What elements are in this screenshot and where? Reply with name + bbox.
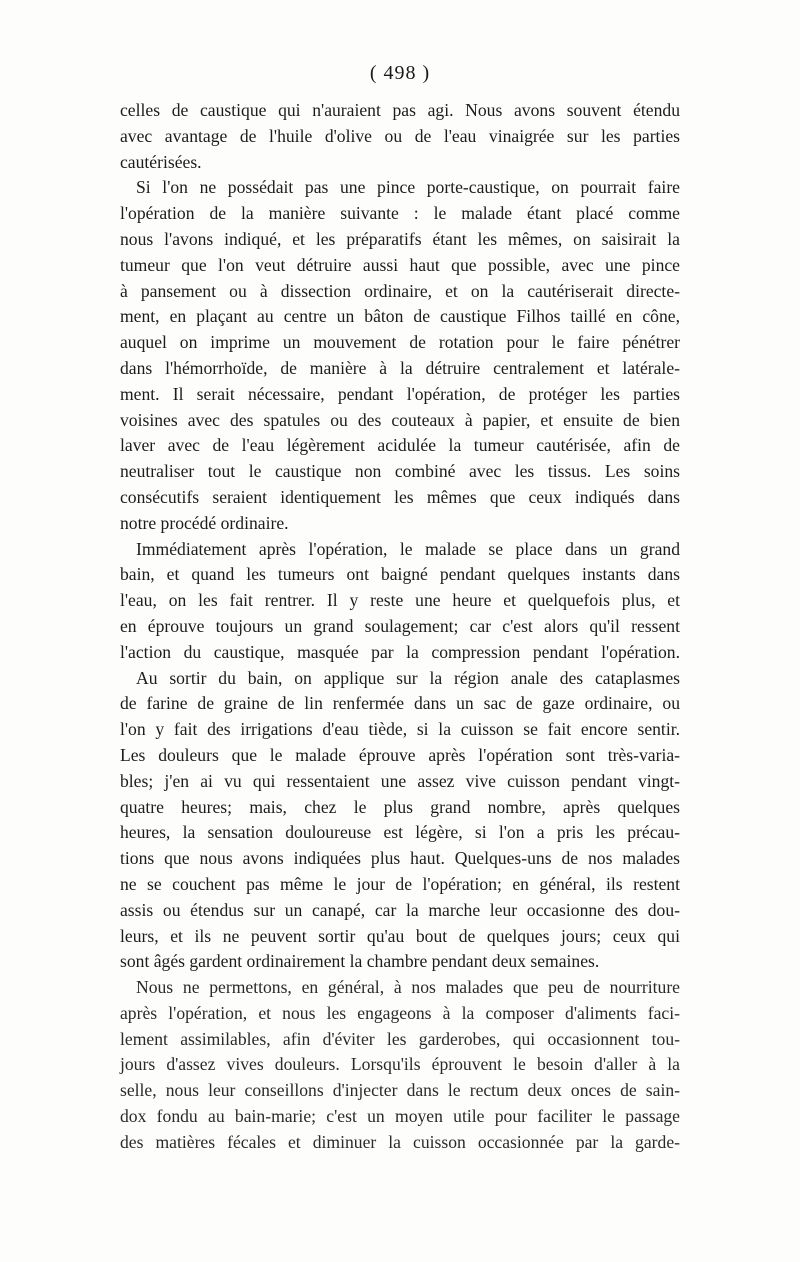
text-line: tumeur que l'on veut détruire aussi haut que possible, avec une pince <box>120 254 680 275</box>
text-line: dox fondu au bain-marie; c'est un moyen utile pour faciliter le passage <box>120 1106 680 1127</box>
text-line: l'on y fait des irrigations d'eau tiède, si la cuisson se fait encore sentir. <box>120 719 680 740</box>
text-line: voisines avec des spatules ou des couteaux à papier, et ensuite de bien <box>120 409 680 430</box>
text-line: après l'opération, et nous les engageons à la composer d'aliments faci- <box>120 1002 680 1023</box>
text-line: l'action du caustique, masquée par la compression pendant l'opération. <box>120 641 680 662</box>
text-line: quatre heures; mais, chez le plus grand nombre, après quelques <box>120 796 680 817</box>
page-number: ( 498 ) <box>369 62 431 84</box>
text-line: dans l'hémorrhoïde, de manière à la détruire centralement et latérale- <box>120 357 680 378</box>
text-line: leurs, et ils ne peuvent sortir qu'au bout de quelques jours; ceux qui <box>120 925 680 946</box>
paragraph-start-line: Immédiatement après l'opération, le malade se place dans un grand <box>136 538 680 559</box>
text-line: l'opération de la manière suivante : le malade étant placé comme <box>120 203 680 224</box>
text-line: jours d'assez vives douleurs. Lorsqu'ils éprouvent le besoin d'aller à la <box>120 1054 680 1075</box>
text-line: ne se couchent pas même le jour de l'opération; en général, ils restent <box>120 873 680 894</box>
text-line: Les douleurs que le malade éprouve après l'opération sont très-varia- <box>120 744 680 765</box>
text-line: lement assimilables, afin d'éviter les garderobes, qui occasionnent tou- <box>120 1028 680 1049</box>
text-line: celles de caustique qui n'auraient pas agi. Nous avons souvent étendu <box>120 100 680 120</box>
text-line: assis ou étendus sur un canapé, car la marche leur occasionne des dou- <box>120 899 680 920</box>
text-line: de farine de graine de lin renfermée dans un sac de gaze ordinaire, ou <box>120 693 680 714</box>
text-line: nous l'avons indiqué, et les préparatifs étant les mêmes, on saisirait la <box>120 228 680 249</box>
body-text <box>120 98 680 1156</box>
text-line: des matières fécales et diminuer la cuisson occasionnée par la garde- <box>120 1131 680 1152</box>
text-line: heures, la sensation douloureuse est légère, si l'on a pris les précau- <box>120 822 680 843</box>
text-line: en éprouve toujours un grand soulagement; car c'est alors qu'il ressent <box>120 615 680 636</box>
text-line: ment. Il serait nécessaire, pendant l'opération, de protéger les parties <box>120 383 680 404</box>
text-line: notre procédé ordinaire. <box>120 512 289 533</box>
text-line: avec avantage de l'huile d'olive ou de l'eau vinaigrée sur les parties <box>120 125 680 146</box>
text-line: bain, et quand les tumeurs ont baigné pendant quelques instants dans <box>120 564 680 585</box>
text-line: bles; j'en ai vu qui ressentaient une assez vive cuisson pendant vingt- <box>120 770 680 791</box>
text-line: cautérisées. <box>120 151 202 172</box>
paragraph-start-line: Au sortir du bain, on applique sur la région anale des cataplasmes <box>136 667 680 688</box>
paragraph-start-line: Si l'on ne possédait pas une pince porte-caustique, on pourrait faire <box>136 177 680 198</box>
text-line: à pansement ou à dissection ordinaire, et on la cautériserait directe- <box>120 280 680 301</box>
text-line: selle, nous leur conseillons d'injecter dans le rectum deux onces de sain- <box>120 1080 680 1101</box>
text-line: laver avec de l'eau légèrement acidulée la tumeur cautérisée, afin de <box>120 435 680 456</box>
text-line: auquel on imprime un mouvement de rotation pour le faire pénétrer <box>120 332 680 353</box>
text-line: neutraliser tout le caustique non combiné avec les tissus. Les soins <box>120 461 680 482</box>
text-line: consécutifs seraient identiquement les mêmes que ceux indiqués dans <box>120 486 680 507</box>
text-line: l'eau, on les fait rentrer. Il y reste une heure et quelquefois plus, et <box>120 590 680 611</box>
text-line: tions que nous avons indiquées plus haut. Quelques-uns de nos malades <box>120 848 680 869</box>
text-line: sont âgés gardent ordinairement la chambre pendant deux semaines. <box>120 951 600 972</box>
text-line: ment, en plaçant au centre un bâton de caustique Filhos taillé en cône, <box>120 306 680 327</box>
paragraph-start-line: Nous ne permettons, en général, à nos malades que peu de nourriture <box>136 977 680 998</box>
